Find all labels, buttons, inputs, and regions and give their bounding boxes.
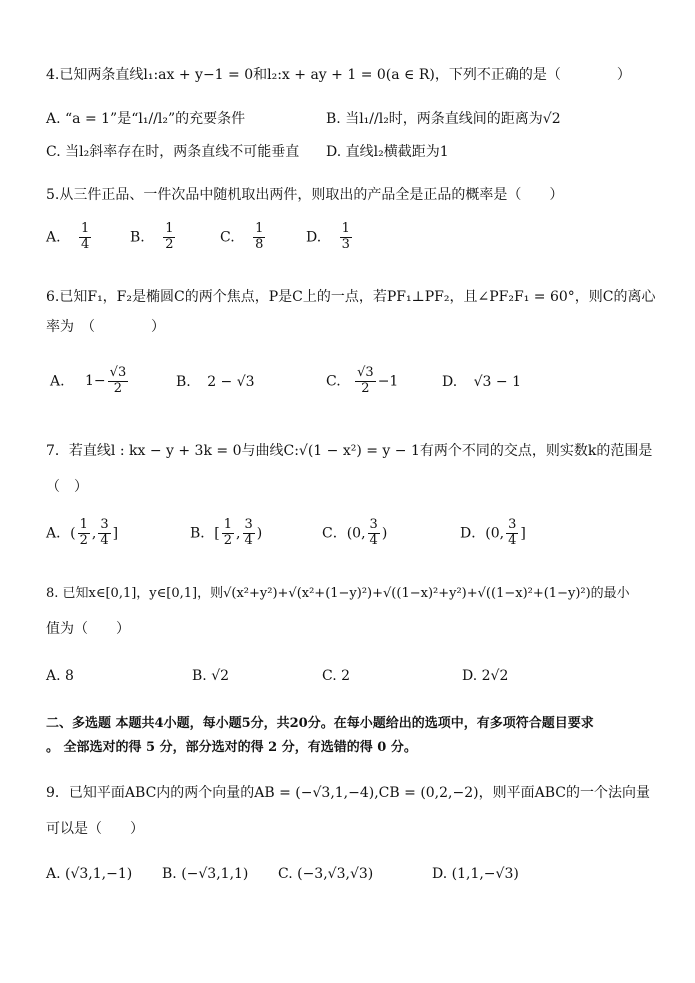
- q7-a2-num: 3: [100, 517, 109, 532]
- q6-stem-line2: 率为 （ ）: [46, 319, 165, 335]
- q5-c-fraction: [253, 222, 265, 253]
- q9-option-d: D. (1,1,−√3): [432, 866, 519, 882]
- q5-d-label: D.: [306, 229, 322, 246]
- q8-option-b: B. √2: [192, 668, 230, 684]
- q7-a-fraction-2: [98, 518, 110, 549]
- q8-option-d: D. 2√2: [462, 668, 509, 684]
- q9-stem-line1: 9．已知平面ABC内的两个向量的AB = (−√3,1,−4),CB = (0,2,−2)，则平面ABC的一个法向量: [46, 785, 650, 801]
- q9-stem-line2: 可以是（ ）: [46, 821, 144, 837]
- q7-b1-den: 2: [223, 532, 233, 548]
- q7-c-fraction: [368, 518, 380, 549]
- q7-a-label: A．: [46, 525, 71, 542]
- q5-option-d: [306, 222, 354, 253]
- q7-d-fraction: [506, 518, 518, 549]
- q7-c-label: C．: [322, 525, 347, 542]
- q7-a2-den: 4: [100, 532, 109, 548]
- q4-option-c: C. 当l₂斜率存在时，两条直线不可能垂直: [46, 144, 300, 160]
- q7-c1-num: 3: [369, 517, 378, 532]
- q6-option-a: [50, 366, 130, 397]
- q4-option-b: B. 当l₁//l₂时，两条直线间的距离为√2: [326, 111, 561, 127]
- q7-d-label: D．: [460, 525, 486, 542]
- q7-stem-line1: 7．若直线l : kx − y + 3k = 0与曲线C:√(1 − x²) = y − 1有两个不同的交点，则实数k的范围是: [46, 443, 653, 459]
- q5-option-b: [130, 222, 177, 253]
- q7-option-d: [460, 518, 526, 549]
- q9-option-b: B. (−√3,1,1): [162, 866, 249, 882]
- q7-b-fraction-2: [243, 518, 255, 549]
- q7-stem-line2: （ ）: [46, 479, 88, 495]
- q7-a1-num: 1: [79, 517, 88, 532]
- q7-b-close: ): [256, 525, 263, 542]
- q7-option-a: A．( $\frac{1}{2}$ , $\frac{3}{4}$ ]: [46, 517, 119, 548]
- q5-a-den: 4: [81, 236, 90, 252]
- q8-stem-line1: 8. 已知x∈[0,1]，y∈[0,1]，则√(x²+y²)+√(x²+(1−y)²)+√((1−x)²+y²)+√((1−x)²+(1−y)²)的最小: [46, 586, 630, 601]
- q6-a-pre: 1−: [85, 373, 106, 390]
- q7-a-fraction-1: [78, 518, 90, 549]
- q5-b-label: B.: [130, 229, 145, 246]
- q5-a-label: A.: [46, 229, 61, 246]
- section2-instructions-line1: 二、多选题 本题共4小题，每小题5分，共20分。在每小题给出的选项中，有多项符合题目要求: [46, 716, 594, 731]
- q7-b-open: [: [214, 525, 220, 542]
- q4-stem: 4.已知两条直线l₁:ax + y−1 = 0和l₂:x + ay + 1 = 0(a ∈ R)，下列不正确的是（ ）: [46, 67, 631, 83]
- q5-stem: 5.从三件正品、一件次品中随机取出两件，则取出的产品全是正品的概率是（ ）: [46, 187, 564, 203]
- q7-c-close: ): [381, 525, 388, 542]
- q5-d-num: 1: [341, 221, 350, 236]
- q5-b-fraction: [163, 222, 175, 253]
- q8-option-a: A. 8: [46, 668, 74, 684]
- q5-b-num: 1: [165, 221, 174, 236]
- q6-d-label: D.: [442, 374, 458, 390]
- q9-option-c: C. (−3,√3,√3): [278, 866, 374, 882]
- q7-a-open: (: [70, 525, 76, 542]
- q7-d1-den: 4: [508, 532, 517, 548]
- q6-c-den: 2: [361, 380, 370, 396]
- q5-d-fraction: [340, 222, 352, 253]
- q6-stem-line1: 6.已知F₁，F₂是椭圆C的两个焦点，P是C上的一点，若PF₁⊥PF₂，且∠PF₂F₁ = 60°，则C的离心: [46, 289, 656, 305]
- q8-option-c: C. 2: [322, 668, 351, 684]
- q7-b1-num: 1: [223, 517, 233, 532]
- q5-a-num: 1: [81, 221, 90, 236]
- q6-option-c: [326, 366, 398, 397]
- q6-a-den: 2: [113, 380, 123, 396]
- q7-c-pre: (0,: [346, 525, 366, 542]
- q5-d-den: 3: [341, 236, 350, 252]
- q5-c-num: 1: [255, 221, 264, 236]
- q5-c-label: C.: [220, 229, 235, 246]
- q6-b-value: 2 − √3: [207, 374, 255, 390]
- q8-stem-line2: 值为（ ）: [46, 621, 130, 637]
- q7-c1-den: 4: [369, 532, 378, 548]
- q9-option-a: A. (√3,1,−1): [46, 866, 133, 882]
- q7-b2-num: 3: [244, 517, 253, 532]
- q7-b2-den: 4: [244, 532, 253, 548]
- q5-a-fraction: [79, 222, 91, 253]
- q7-option-c: [322, 518, 387, 549]
- q7-b-fraction-1: [222, 518, 234, 549]
- q5-option-a: [46, 222, 93, 253]
- q5-c-den: 8: [255, 236, 264, 252]
- q6-a-label: A.: [50, 373, 65, 390]
- q4-option-a: A. “a = 1”是“l₁//l₂”的充要条件: [46, 111, 246, 127]
- q6-option-b: [176, 374, 255, 390]
- q7-a-close: ]: [112, 525, 119, 542]
- q6-b-label: B.: [176, 374, 191, 390]
- q7-d1-num: 3: [508, 517, 517, 532]
- q6-a-num: √3: [109, 365, 127, 380]
- q7-d-pre: (0,: [485, 525, 505, 542]
- q7-d-close: ]: [520, 525, 526, 542]
- q5-option-c: [220, 222, 267, 253]
- q7-option-b: B．[ $\frac{1}{2}$ , $\frac{3}{4}$ ): [190, 517, 263, 548]
- q4-option-d: D. 直线l₂横截距为1: [326, 144, 449, 160]
- section2-instructions-line2: 。 全部选对的得 5 分，部分选对的得 2 分，有选错的得 0 分。: [46, 740, 417, 755]
- q6-c-post: −1: [377, 373, 399, 390]
- q5-b-den: 2: [165, 236, 174, 252]
- q6-option-d: [442, 374, 521, 390]
- q6-c-fraction: [355, 366, 376, 397]
- q7-a1-den: 2: [79, 532, 88, 548]
- q6-c-label: C.: [326, 373, 341, 390]
- q6-c-num: √3: [357, 365, 374, 380]
- q7-b-label: B．: [190, 525, 215, 542]
- q6-a-fraction: [108, 366, 129, 397]
- q6-d-value: √3 − 1: [473, 374, 522, 390]
